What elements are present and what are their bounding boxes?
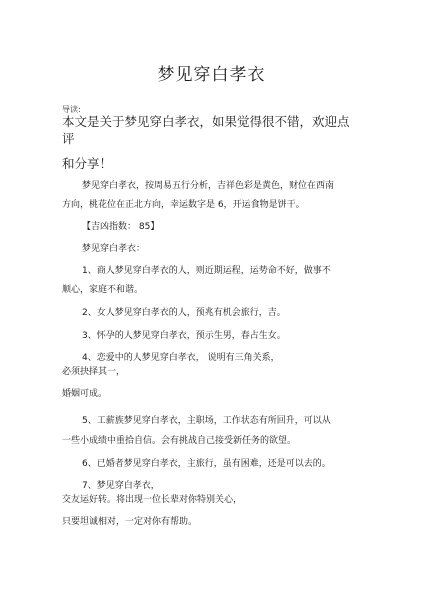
body-line-12: 5、工薪族梦见穿白孝衣，主职场，工作状态有所回升，可以从 [82,416,331,426]
intro-line-2: 评 [62,131,75,146]
body-line-1: 梦见穿白孝衣，按周易五行分析，吉祥色彩是黄色，财位在西南 [82,181,335,191]
body-line-4: 梦见穿白孝衣： [82,244,146,254]
intro-line-1: 本文是关于梦见穿白孝衣，如果觉得很不错，欢迎点 [62,114,350,129]
page-title: 梦见穿白孝衣 [157,65,266,85]
body-line-7: 2、女人梦见穿白孝衣的人，预兆有机会旅行，吉。 [82,308,286,318]
body-line-2: 方向，桃花位在正北方向，幸运数字是 6，开运食物是饼干。 [62,200,305,210]
body-line-17: 只要坦诚相对，一定对你有帮助。 [62,517,198,527]
body-line-10: 必须抉择其一， [62,367,126,377]
intro-line-3: 和分享！ [62,156,113,171]
body-line-15: 7、梦见穿白孝衣， [82,481,160,491]
body-line-5: 1、商人梦见穿白孝衣的人，则近期运程，运势命不好，做事不 [82,266,331,276]
body-line-9: 4、恋爱中的人梦见穿白孝衣， 说明有三角关系， [82,353,280,363]
body-line-11: 婚姻可成。 [62,389,108,399]
body-line-16: 交友运好转。将出现一位长辈对你特别关心， [62,495,243,505]
body-line-14: 6、已婚者梦见穿白孝衣，主旅行，虽有困难，还是可以去的。 [82,459,331,469]
body-line-6: 顺心，家庭不和谐。 [62,285,144,295]
body-line-8: 3、怀孕的人梦见穿白孝衣，预示生男，春占生女。 [82,331,286,341]
guide-label: 导读: [62,105,81,114]
fortune-index: 【吉凶指数： 85】 [82,222,160,232]
body-line-13: 一些小成绩中重拾自信。会有挑战自己接受新任务的欲望。 [62,436,297,446]
